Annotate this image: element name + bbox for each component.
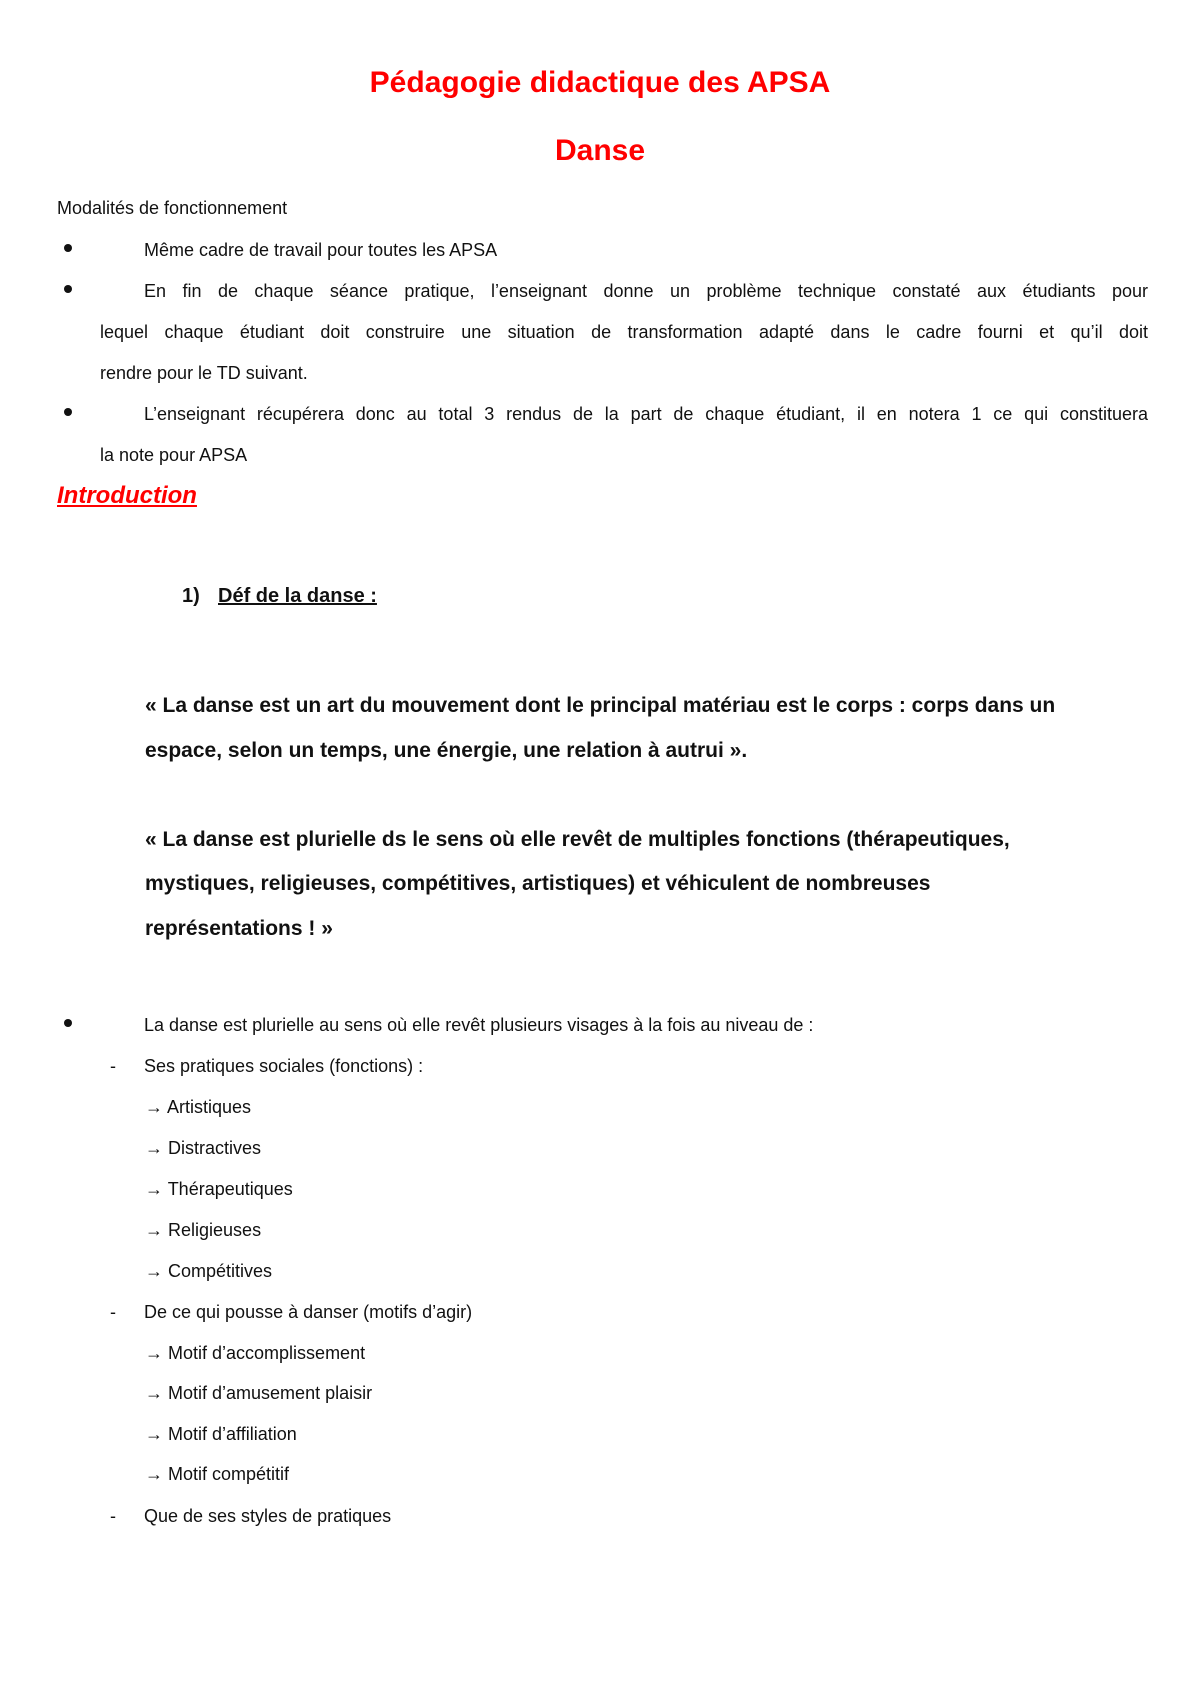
modalites-heading: Modalités de fonctionnement (57, 198, 288, 218)
modalites-bullet-2-line-3: rendre pour le TD suivant. (100, 363, 308, 383)
arrow-right-icon: → (145, 1383, 163, 1403)
list-item: → Religieuses (145, 1220, 262, 1240)
modalites-bullet-2-line-1: En fin de chaque séance pratique, l’enseignant donne un problème technique constaté aux étudiants pour (144, 281, 1148, 301)
bullet-icon (64, 408, 72, 416)
definition-number: 1) (182, 585, 200, 607)
arrow-right-icon: → (145, 1220, 163, 1240)
list-item: → Motif d’affiliation (145, 1424, 297, 1444)
list-item: → Artistiques (145, 1097, 252, 1117)
list-item: → Motif compétitif (145, 1464, 290, 1484)
document-subtitle: Danse (554, 134, 646, 167)
list-item: → Compétitives (145, 1261, 273, 1281)
group-label-styles: Que de ses styles de pratiques (144, 1506, 392, 1526)
arrow-right-icon: → (145, 1261, 163, 1281)
list-item: → Motif d’amusement plaisir (145, 1383, 373, 1403)
modalites-bullet-1: Même cadre de travail pour toutes les APSA (144, 240, 498, 260)
quote-2-line-2: mystiques, religieuses, compétitives, artistiques) et véhiculent de nombreuses (145, 872, 931, 895)
modalites-bullet-2-line-2: lequel chaque étudiant doit construire une situation de transformation adapté dans le cadre fourni et qu’il doit (100, 322, 1148, 342)
arrow-right-icon: → (145, 1097, 163, 1117)
arrow-right-icon: → (145, 1424, 163, 1444)
arrow-right-icon: → (145, 1343, 163, 1363)
modalites-bullet-3-line-1: L’enseignant récupérera donc au total 3 rendus de la part de chaque étudiant, il en notera 1 ce qui constituera (144, 404, 1148, 424)
arrow-right-icon: → (145, 1179, 163, 1199)
quote-2-line-3: représentations ! » (145, 917, 333, 940)
arrow-right-icon: → (145, 1464, 163, 1484)
quote-2-line-1: « La danse est plurielle ds le sens où elle revêt de multiples fonctions (thérapeutiques, (145, 828, 1010, 851)
dash-marker: - (110, 1302, 116, 1322)
bullet-icon (64, 1019, 72, 1027)
bullet-icon (64, 244, 72, 252)
list-item: → Distractives (145, 1138, 262, 1158)
group-label-motifs: De ce qui pousse à danser (motifs d’agir) (144, 1302, 473, 1322)
bullet-icon (64, 285, 72, 293)
list-item: → Motif d’accomplissement (145, 1343, 366, 1363)
plural-bullet: La danse est plurielle au sens où elle revêt plusieurs visages à la fois au niveau de : (144, 1015, 814, 1035)
dash-marker: - (110, 1056, 116, 1076)
definition-title: Déf de la danse : (218, 585, 377, 607)
quote-1-line-1: « La danse est un art du mouvement dont le principal matériau est le corps : corps dans un (145, 694, 1056, 717)
introduction-heading: Introduction (57, 482, 197, 509)
dash-marker: - (110, 1506, 116, 1526)
list-item: → Thérapeutiques (145, 1179, 293, 1199)
arrow-right-icon: → (145, 1138, 163, 1158)
document-title: Pédagogie didactique des APSA (369, 66, 831, 99)
group-label-social: Ses pratiques sociales (fonctions) : (144, 1056, 424, 1076)
modalites-bullet-3-line-2: la note pour APSA (100, 445, 248, 465)
quote-1-line-2: espace, selon un temps, une énergie, une relation à autrui ». (145, 739, 748, 762)
